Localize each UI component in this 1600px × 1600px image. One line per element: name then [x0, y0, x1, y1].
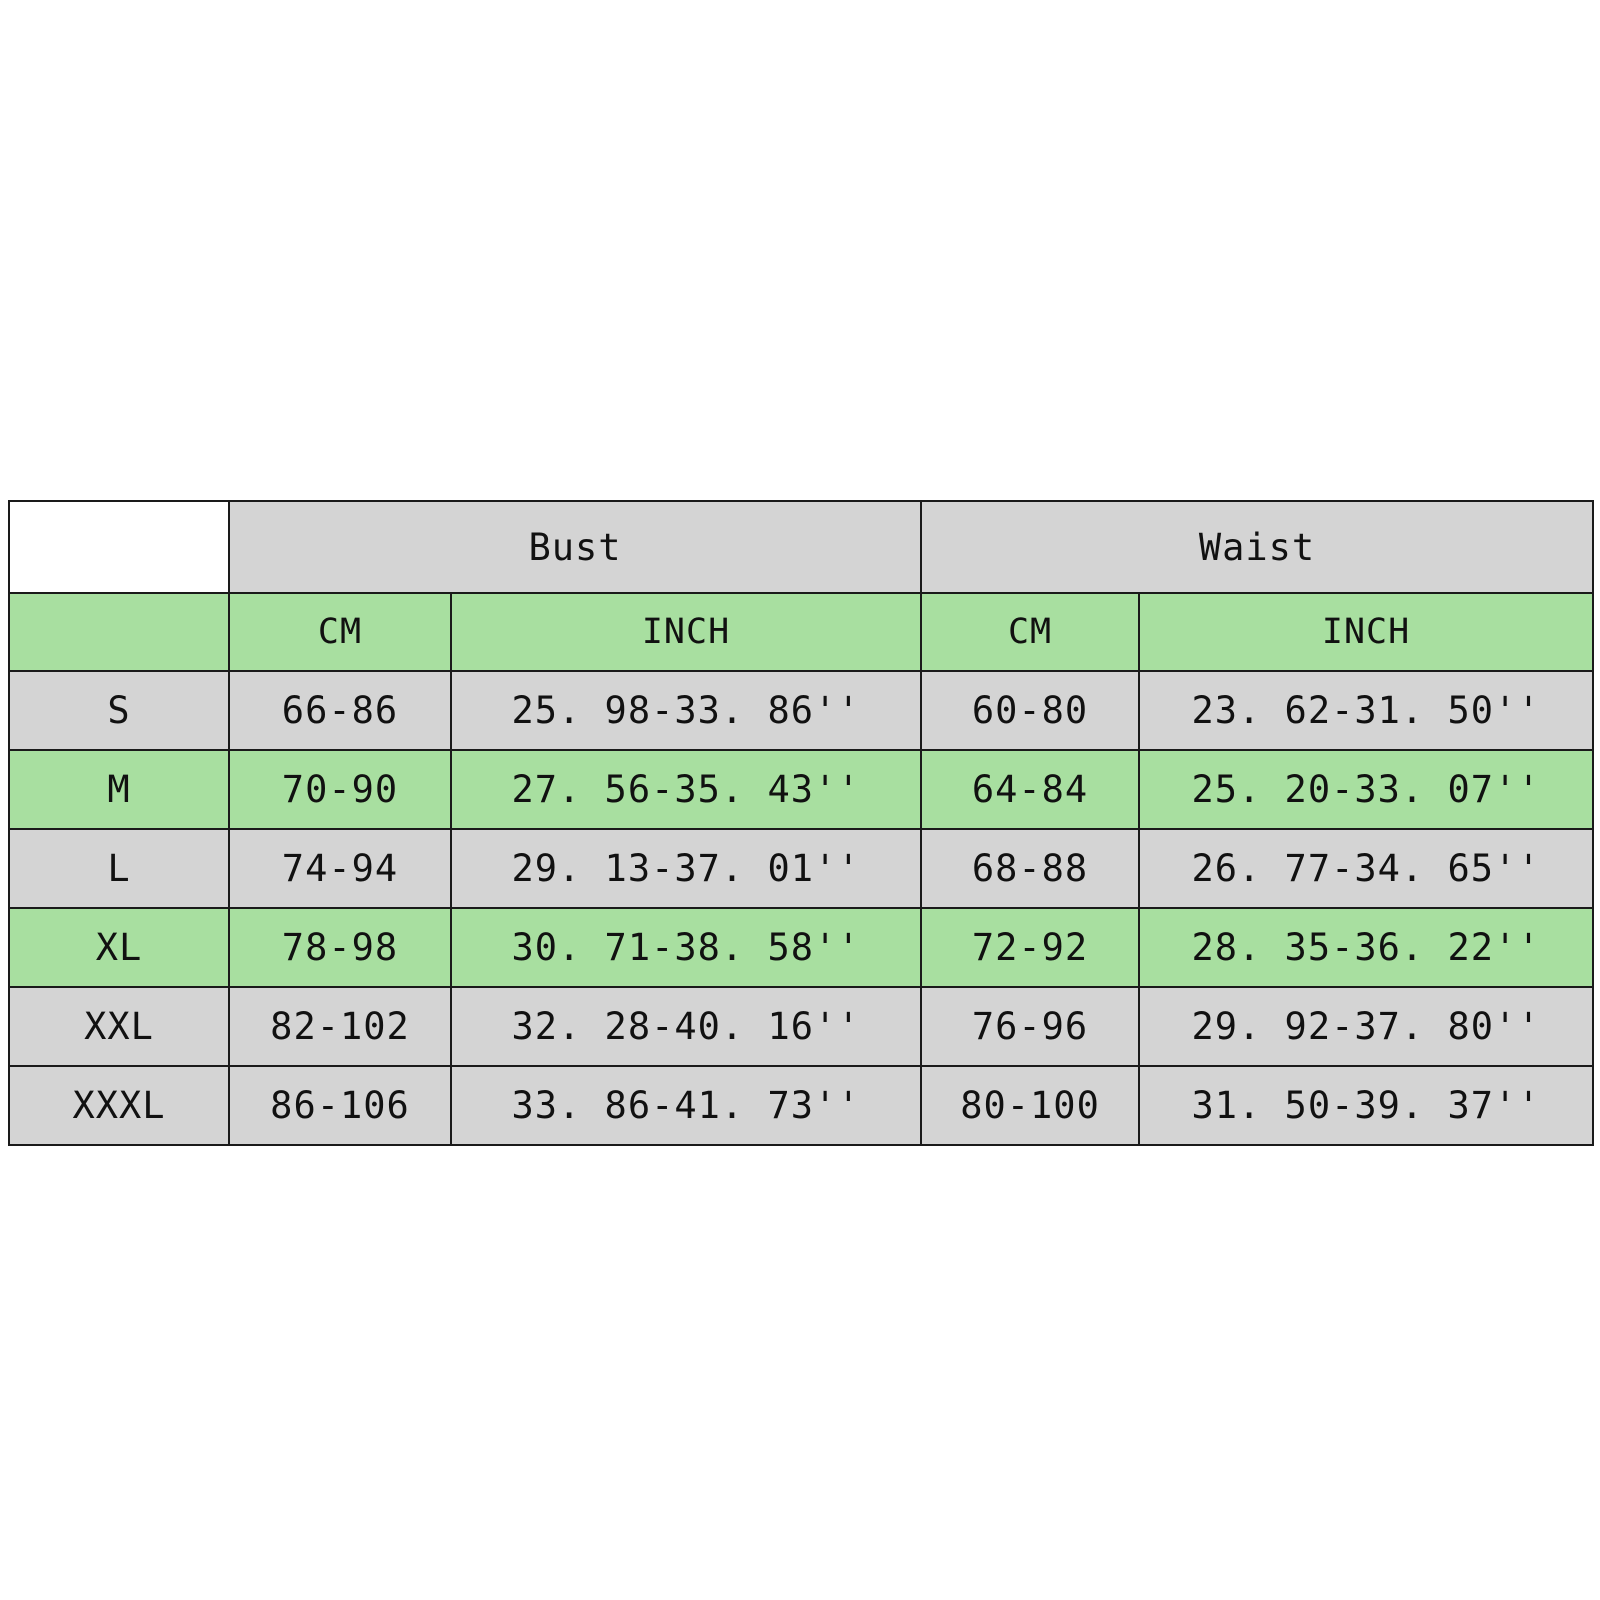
table-row	[9, 671, 1593, 750]
unit-waist-cm-cell: CM	[921, 593, 1139, 671]
cell-waist-inch: 26. 77-34. 65''	[1139, 829, 1593, 908]
cell-bust-cm: 82-102	[229, 987, 451, 1066]
table-group-header-row	[9, 501, 1593, 593]
cell-bust-inch: 33. 86-41. 73''	[451, 1066, 921, 1145]
table-unit-header-row	[9, 593, 1593, 671]
unit-bust-inch-cell: INCH	[451, 593, 921, 671]
unit-bust-cm-cell: CM	[229, 593, 451, 671]
cell-size: XXL	[9, 987, 229, 1066]
cell-bust-cm: 70-90	[229, 750, 451, 829]
cell-bust-inch: 29. 13-37. 01''	[451, 829, 921, 908]
cell-waist-inch: 29. 92-37. 80''	[1139, 987, 1593, 1066]
cell-bust-cm: 66-86	[229, 671, 451, 750]
cell-waist-inch: 25. 20-33. 07''	[1139, 750, 1593, 829]
header-waist-cell: Waist	[921, 501, 1593, 593]
cell-size: S	[9, 671, 229, 750]
cell-size: L	[9, 829, 229, 908]
cell-size: M	[9, 750, 229, 829]
cell-waist-cm: 76-96	[921, 987, 1139, 1066]
header-blank-cell	[9, 501, 229, 593]
cell-bust-cm: 78-98	[229, 908, 451, 987]
header-bust-cell: Bust	[229, 501, 921, 593]
cell-bust-inch: 30. 71-38. 58''	[451, 908, 921, 987]
cell-waist-inch: 28. 35-36. 22''	[1139, 908, 1593, 987]
unit-waist-inch-cell: INCH	[1139, 593, 1593, 671]
table-row	[9, 987, 1593, 1066]
cell-bust-inch: 32. 28-40. 16''	[451, 987, 921, 1066]
cell-waist-inch: 31. 50-39. 37''	[1139, 1066, 1593, 1145]
table-row	[9, 908, 1593, 987]
cell-size: XL	[9, 908, 229, 987]
size-chart-container	[8, 500, 1592, 1146]
cell-bust-inch: 27. 56-35. 43''	[451, 750, 921, 829]
cell-size: XXXL	[9, 1066, 229, 1145]
cell-waist-inch: 23. 62-31. 50''	[1139, 671, 1593, 750]
cell-bust-cm: 86-106	[229, 1066, 451, 1145]
table-row	[9, 1066, 1593, 1145]
cell-bust-cm: 74-94	[229, 829, 451, 908]
cell-bust-inch: 25. 98-33. 86''	[451, 671, 921, 750]
size-chart-table	[8, 500, 1594, 1146]
cell-waist-cm: 72-92	[921, 908, 1139, 987]
cell-waist-cm: 60-80	[921, 671, 1139, 750]
cell-waist-cm: 80-100	[921, 1066, 1139, 1145]
table-row	[9, 829, 1593, 908]
table-row	[9, 750, 1593, 829]
cell-waist-cm: 64-84	[921, 750, 1139, 829]
cell-waist-cm: 68-88	[921, 829, 1139, 908]
unit-size-cell	[9, 593, 229, 671]
